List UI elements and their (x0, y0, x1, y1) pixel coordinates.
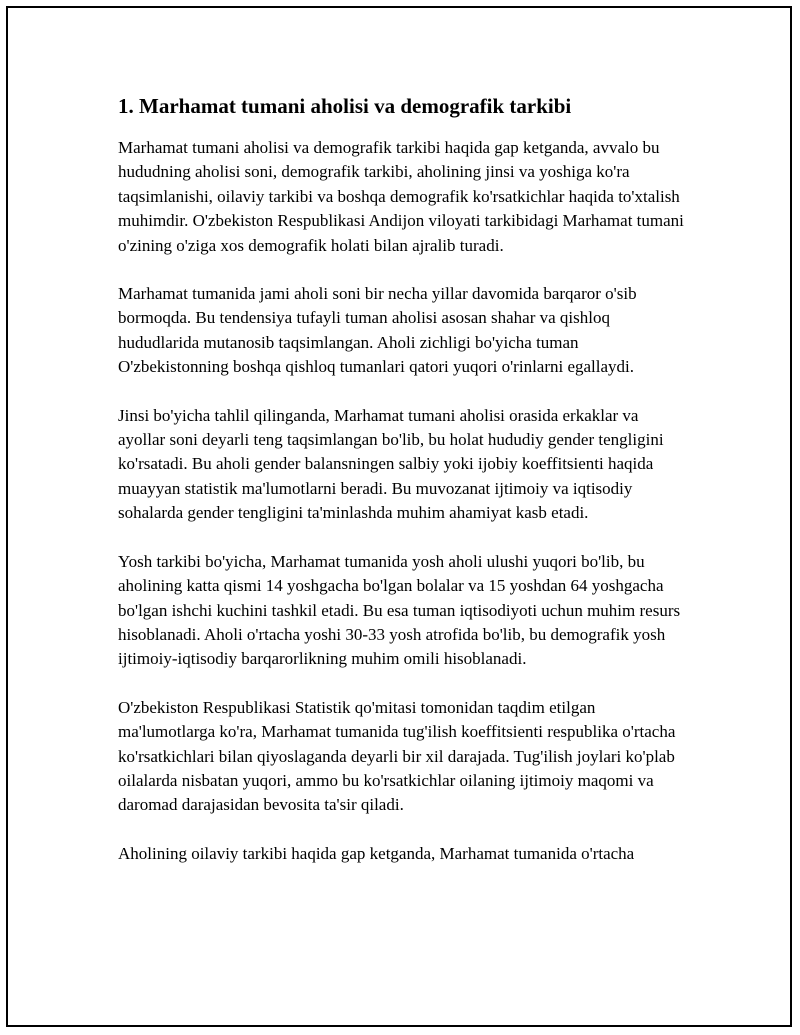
paragraph-3: Jinsi bo'yicha tahlil qilinganda, Marhamat tumani aholisi orasida erkaklar va ayollar soni deyarli teng taqsimlangan bo'lib, bu holat hududiy gender tengligini ko'rsatadi. Bu aholi gender balansningen salbiy yoki ijobiy koeffitsienti haqida muayyan statistik ma'lumotlarni beradi. Bu muvozanat ijtimoiy va iqtisodiy sohalarda gender tengligini ta'minlashda muhim ahamiyat kasb etadi. (118, 405, 664, 523)
paragraph-4: Yosh tarkibi bo'yicha, Marhamat tumanida yosh aholi ulushi yuqori bo'lib, bu aholining katta qismi 14 yoshgacha bo'lgan bolalar va 15 yoshdan 64 yoshgacha bo'lgan ishchi kuchini tashkil etadi. Bu esa tuman iqtisodiyoti uchun muhim resurs hisoblanadi. Aholi o'rtacha yoshi 30-33 yosh atrofida bo'lib, bu demografik yosh ijtimoiy-iqtisodiy barqarorlikning muhim omili hisoblanadi. (118, 551, 681, 669)
paragraph-6: Aholining oilaviy tarkibi haqida gap ketganda, Marhamat tumanida o'rtacha (118, 843, 635, 863)
section-heading: 1. Marhamat tumani aholisi va demografik tarkibi (118, 94, 572, 118)
paragraph-2: Marhamat tumanida jami aholi soni bir necha yillar davomida barqaror o'sib bormoqda. Bu tendensiya tufayli tuman aholisi asosan shahar va qishloq hududlarida mutanosib taqsimlangan. Aholi zichligi bo'yicha tuman O'zbekistonning boshqa qishloq tumanlari qatori yuqori o'rinlarni egallaydi. (118, 284, 637, 377)
document-body (118, 92, 688, 890)
paragraph-1: Marhamat tumani aholisi va demografik tarkibi haqida gap ketganda, avvalo bu hududning aholisi soni, demografik tarkibi, aholining jinsi va yoshiga ko'ra taqsimlanishi, oilaviy tarkibi va boshqa demografik ko'rsatkichlar haqida to'xtalish muhimdir. O'zbekiston Respublikasi Andijon viloyati tarkibidagi Marhamat tumani o'zining o'ziga xos demografik holati bilan ajralib turadi. (118, 138, 684, 255)
paragraph-5: O'zbekiston Respublikasi Statistik qo'mitasi tomonidan taqdim etilgan ma'lumotlarga ko'ra, Marhamat tumanida tug'ilish koeffitsienti respublika o'rtacha ko'rsatkichlari bilan qiyoslaganda deyarli bir xil darajada. Tug'ilish joylari ko'plab oilalarda nisbatan yuqori, ammo bu ko'rsatkichlar oilaning ijtimoiy maqomi va daromad darajasidan bevosita ta'sir qiladi. (118, 697, 676, 815)
